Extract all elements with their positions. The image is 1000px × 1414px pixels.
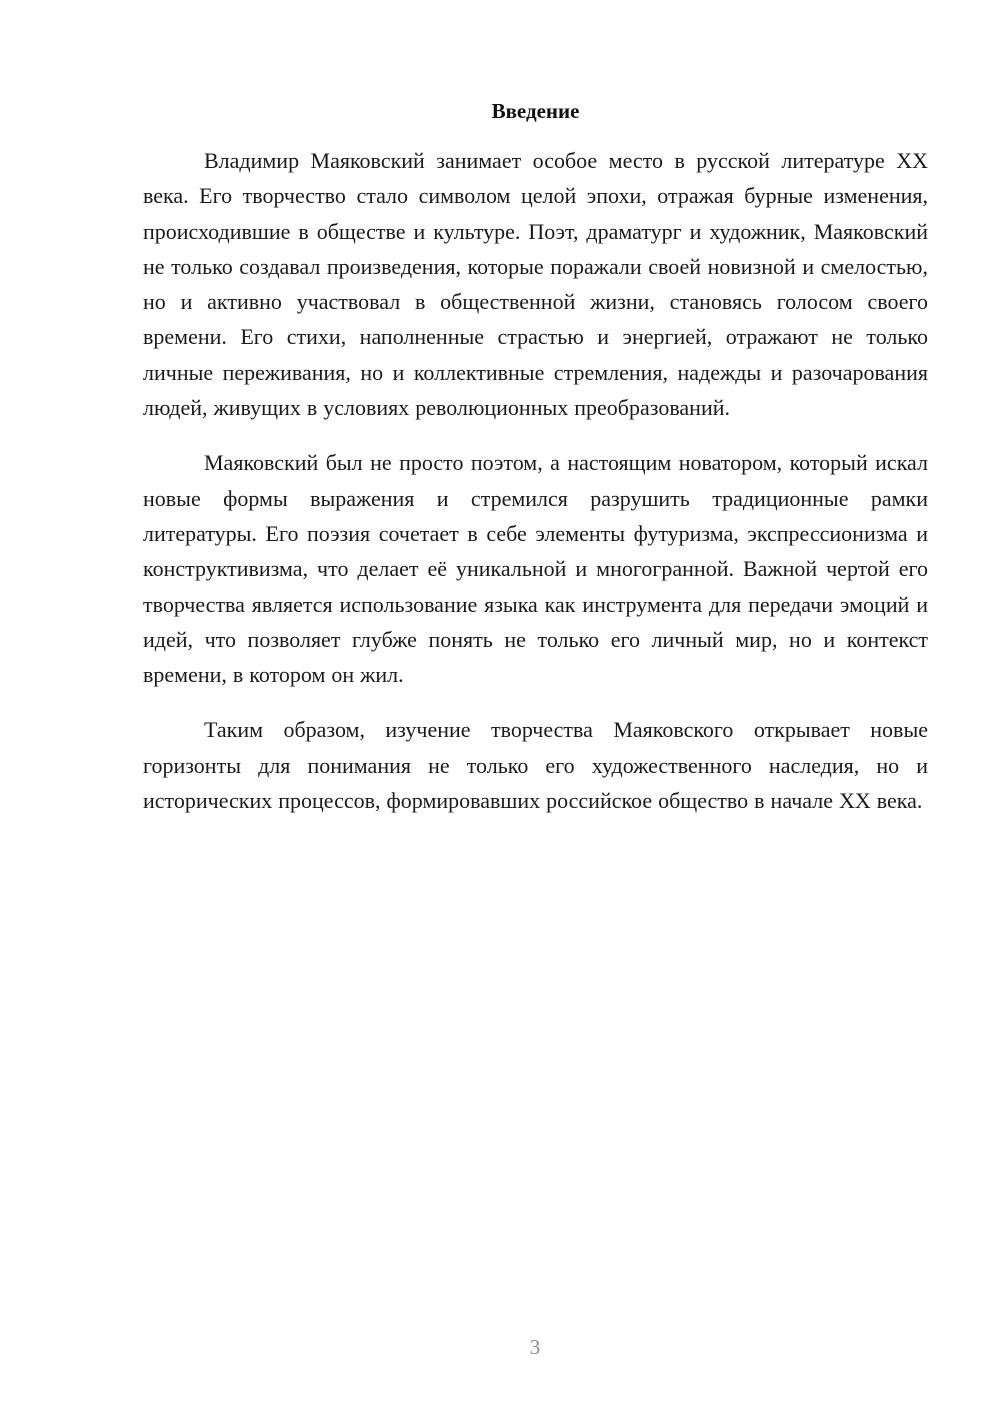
body-text	[143, 143, 928, 838]
section-title: Введение	[491, 99, 580, 123]
paragraph-3: Таким образом, изучение творчества Маяковского открывает новые горизонты для понимания не только его художественного наследия, но и исторических процессов, формировавших российское общество в начале XX века.	[143, 717, 928, 814]
page-number: 3	[529, 1335, 541, 1359]
paragraph-1: Владимир Маяковский занимает особое место в русской литературе XX века. Его творчество стало символом целой эпохи, отражая бурные изменения, происходившие в обществе и культуре. Поэт, драматург и художник, Маяковский не только создавал произведения, которые поражали своей новизной и смелостью, но и активно участвовал в общественной жизни, становясь голосом своего времени. Его стихи, наполненные страстью и энергией, отражают не только личные переживания, но и коллективные стремления, надежды и разочарования людей, живущих в условиях революционных преобразований.	[143, 148, 928, 421]
paragraph-2: Маяковский был не просто поэтом, а настоящим новатором, который искал новые формы выражения и стремился разрушить традиционные рамки литературы. Его поэзия сочетает в себе элементы футуризма, экспрессионизма и конструктивизма, что делает её уникальной и многогранной. Важной чертой его творчества является использование языка как инструмента для передачи эмоций и идей, что позволяет глубже понять не только его личный мир, но и контекст времени, в котором он жил.	[143, 450, 928, 688]
